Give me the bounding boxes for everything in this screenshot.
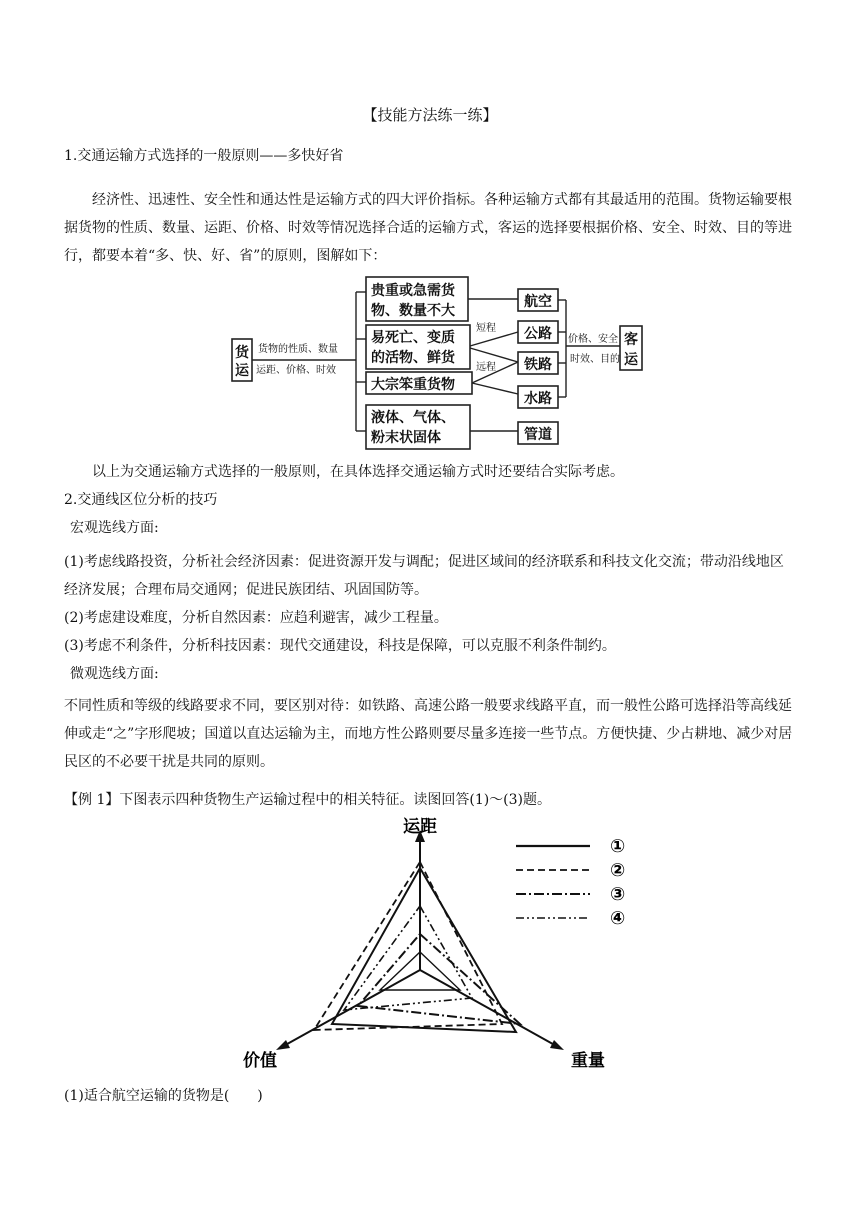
example-intro: 【例 1】下图表示四种货物生产运输过程中的相关特征。读图回答(1)～(3)题。 — [64, 792, 552, 808]
goods-characteristics-radar-figure — [220, 810, 640, 1078]
passenger-char-1: 客 — [624, 332, 638, 348]
mode-road-label: 公路 — [524, 326, 552, 342]
legend-label-1: ① — [610, 836, 626, 857]
micro-heading: 微观选线方面: — [70, 666, 159, 682]
goods-valuable-line-2: 物、数量不大 — [371, 303, 455, 319]
passenger-criteria-top: 价格、安全 — [568, 334, 618, 345]
series-4-polygon — [344, 906, 472, 1010]
section-1-note: 以上为交通运输方式选择的一般原则，在具体选择交通运输方式时还要结合实际考虑。 — [92, 464, 624, 480]
mode-rail-label: 铁路 — [524, 357, 552, 373]
section-1-heading: 1.交通运输方式选择的一般原则——多快好省 — [64, 148, 344, 164]
freight-criteria-top: 货物的性质、数量 — [258, 344, 338, 355]
goods-valuable-line-1: 贵重或急需货 — [371, 283, 455, 299]
long-distance-label: 远程 — [476, 362, 496, 373]
transport-choice-flowchart — [226, 276, 656, 452]
freight-char-1: 货 — [235, 345, 249, 361]
macro-point-3: (3)考虑不利条件，分析科技因素：现代交通建设，科技是保障，可以克服不利条件制约。 — [64, 638, 616, 654]
mode-air-label: 航空 — [524, 294, 552, 310]
freight-char-2: 运 — [235, 363, 249, 379]
legend-label-2: ② — [610, 860, 626, 881]
mode-pipeline-label: 管道 — [524, 427, 552, 443]
macro-heading: 宏观选线方面: — [70, 520, 159, 536]
axis-label-value: 价值 — [243, 1051, 277, 1071]
passenger-criteria-bottom: 时效、目的 — [570, 354, 620, 365]
axis-label-distance: 运距 — [403, 817, 437, 837]
section-1-paragraph: 经济性、迅速性、安全性和通达性是运输方式的四大评价指标。各种运输方式都有其最适用的范围。货物运输要根据货物的性质、数量、运距、价格、时效等情况选择合适的运输方式，客运的选择要根据价格、安全、时效、目的等进行，都要本着“多、快、好、省”的原则，图解如下： — [64, 192, 792, 264]
mode-water-label: 水路 — [524, 391, 552, 407]
legend-label-3: ③ — [610, 884, 626, 905]
micro-text: 不同性质和等级的线路要求不同，要区别对待：如铁路、高速公路一般要求线路平直，而一般性公路可选择沿等高线延伸或走“之”字形爬坡；国道以直达运输为主，而地方性公路则要尽量多连接一些节点。方便快捷、少占耕地、减少对居民区的不必要干扰是共同的原则。 — [64, 698, 793, 770]
macro-point-1: (1)考虑线路投资，分析社会经济因素：促进资源开发与调配；促进区域间的经济联系和科技文化交流；带动沿线地区经济发展；合理布局交通网；促进民族团结、巩固国防等。 — [64, 554, 784, 598]
axis-value — [280, 970, 420, 1048]
macro-point-2: (2)考虑建设难度，分析自然因素：应趋利避害，减少工程量。 — [64, 610, 448, 626]
goods-bulk-label: 大宗笨重货物 — [371, 377, 455, 393]
goods-perishable-line-2: 的活物、鲜货 — [371, 350, 455, 366]
axis-label-weight: 重量 — [571, 1051, 605, 1071]
passenger-char-2: 运 — [624, 352, 638, 368]
goods-fluid-line-1: 液体、气体、 — [371, 410, 455, 426]
legend-label-4: ④ — [610, 908, 626, 929]
goods-perishable-line-1: 易死亡、变质 — [371, 330, 455, 346]
goods-fluid-line-2: 粉末状固体 — [371, 430, 441, 446]
short-distance-label: 短程 — [476, 323, 496, 334]
freight-criteria-bottom: 运距、价格、时效 — [256, 365, 336, 376]
axis-weight — [420, 970, 560, 1048]
page-title: 【技能方法练一练】 — [362, 106, 498, 124]
question-1: (1)适合航空运输的货物是( ) — [64, 1088, 263, 1104]
section-2-heading: 2.交通线区位分析的技巧 — [64, 492, 218, 508]
